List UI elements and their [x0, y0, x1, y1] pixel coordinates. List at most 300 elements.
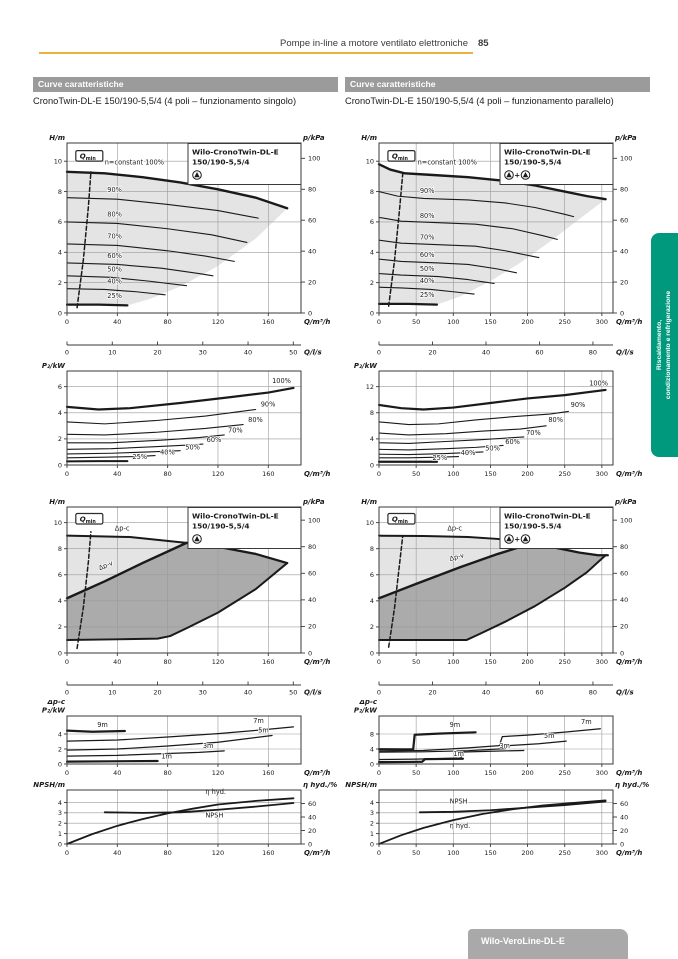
- svg-text:0: 0: [620, 309, 625, 318]
- series-label: 40%: [419, 276, 435, 285]
- svg-text:120: 120: [211, 318, 225, 326]
- svg-text:160: 160: [262, 769, 275, 777]
- svg-text:0: 0: [57, 461, 62, 470]
- chart-parallel-dpc-power: [345, 700, 657, 785]
- svg-text:20: 20: [620, 278, 629, 287]
- series-label: 60%: [419, 251, 435, 260]
- series-label: 60%: [107, 252, 122, 261]
- series-label: 70%: [419, 233, 435, 242]
- svg-text:100: 100: [620, 154, 633, 163]
- secondary-axis: [377, 342, 634, 357]
- series-label: η hyd.: [205, 788, 227, 797]
- series: [67, 377, 293, 462]
- single-hq-svg: [33, 133, 345, 357]
- svg-text:40: 40: [113, 769, 122, 777]
- svg-text:6: 6: [57, 218, 62, 227]
- series-label: 70%: [107, 232, 122, 241]
- svg-text:NPSH/m: NPSH/m: [345, 782, 377, 789]
- svg-text:0: 0: [57, 760, 62, 769]
- secondary-axis: [65, 342, 322, 357]
- page-header-title: Pompe in-line a motore ventilato elettroniche: [280, 38, 468, 49]
- series-label: 70%: [526, 428, 541, 437]
- series-9m: [67, 731, 125, 732]
- svg-text:8: 8: [57, 545, 62, 554]
- svg-text:2: 2: [57, 435, 62, 444]
- series-label: 100%: [589, 379, 609, 388]
- svg-text:60: 60: [620, 216, 629, 225]
- svg-text:0: 0: [369, 840, 374, 849]
- svg-text:200: 200: [521, 318, 534, 326]
- series-label: 25%: [432, 453, 448, 462]
- series-label: 1m: [453, 750, 464, 759]
- svg-text:2: 2: [369, 623, 374, 632]
- series-label: η hyd.: [449, 821, 471, 830]
- svg-text:P₂/kW: P₂/kW: [353, 706, 377, 715]
- svg-text:0: 0: [64, 658, 70, 666]
- chart-single-dpc-power: [33, 700, 345, 785]
- svg-text:0: 0: [369, 461, 374, 470]
- svg-text:100: 100: [308, 516, 321, 525]
- svg-text:50: 50: [412, 849, 421, 857]
- single-dpc-svg: [33, 700, 345, 780]
- svg-text:0: 0: [376, 658, 382, 666]
- axes: [354, 700, 643, 777]
- svg-text:0: 0: [376, 348, 382, 357]
- svg-text:20: 20: [153, 688, 162, 697]
- svg-text:η hyd./%: η hyd./%: [615, 782, 650, 789]
- series-60%: [67, 443, 203, 452]
- series-label: 25%: [132, 453, 148, 462]
- svg-text:8: 8: [369, 409, 374, 418]
- single-field-svg: [33, 497, 345, 697]
- svg-text:60: 60: [620, 799, 629, 808]
- series-label: 90%: [570, 400, 586, 409]
- series-label: 80%: [548, 415, 564, 424]
- svg-text:Q/l/s: Q/l/s: [304, 348, 322, 357]
- pump-infobox: [188, 508, 301, 549]
- series-label: 50%: [419, 264, 435, 273]
- svg-text:0: 0: [64, 470, 70, 478]
- svg-text:Q/m³/h: Q/m³/h: [304, 849, 331, 857]
- svg-text:4: 4: [57, 798, 62, 807]
- svg-text:50: 50: [289, 688, 298, 697]
- svg-text:0: 0: [369, 649, 374, 658]
- svg-text:Wilo-CronoTwin-DL-E: Wilo-CronoTwin-DL-E: [192, 147, 279, 157]
- svg-text:120: 120: [211, 769, 225, 777]
- chart-parallel-power: [345, 361, 657, 486]
- svg-text:0: 0: [620, 840, 625, 849]
- svg-text:80: 80: [588, 688, 598, 697]
- svg-text:6: 6: [57, 571, 62, 580]
- series-label: 100%: [272, 376, 291, 385]
- series-label: 9m: [449, 720, 461, 729]
- plot-border: [67, 790, 301, 844]
- svg-text:10: 10: [365, 157, 374, 166]
- series-label: NPSH: [449, 797, 468, 806]
- series-label: 80%: [248, 415, 263, 424]
- svg-text:Wilo-CronoTwin-DL-E: Wilo-CronoTwin-DL-E: [192, 511, 279, 521]
- svg-text:100: 100: [447, 658, 460, 666]
- svg-text:80: 80: [163, 658, 172, 666]
- svg-text:8: 8: [369, 730, 374, 739]
- series-label: Δp-v: [448, 551, 466, 564]
- svg-text:100: 100: [447, 849, 460, 857]
- svg-text:40: 40: [308, 813, 317, 822]
- svg-text:50: 50: [412, 470, 421, 478]
- secondary-axis: [65, 682, 322, 697]
- svg-text:40: 40: [113, 318, 122, 326]
- svg-text:Qmin: Qmin: [391, 515, 408, 525]
- svg-text:Q/l/s: Q/l/s: [616, 348, 634, 357]
- svg-text:150/190-5,5/4: 150/190-5,5/4: [504, 157, 562, 167]
- gridlines: [67, 790, 301, 844]
- svg-text:150: 150: [484, 318, 497, 326]
- svg-text:250: 250: [558, 470, 571, 478]
- pump-infobox: [500, 508, 613, 549]
- series-label: 40%: [160, 448, 175, 457]
- section-bar-left: Curve caratteristiche: [33, 77, 338, 92]
- series-label: Δp-c: [114, 524, 130, 533]
- svg-text:0: 0: [376, 688, 382, 697]
- svg-text:60: 60: [308, 216, 317, 225]
- svg-text:0: 0: [369, 760, 374, 769]
- svg-text:Q/l/s: Q/l/s: [616, 688, 634, 697]
- svg-text:Q/m³/h: Q/m³/h: [616, 849, 643, 857]
- svg-text:1: 1: [369, 829, 374, 838]
- pump-infobox: [188, 144, 301, 185]
- axes: [33, 782, 337, 857]
- svg-text:0: 0: [64, 688, 70, 697]
- svg-text:60: 60: [308, 569, 317, 578]
- svg-text:50: 50: [412, 318, 421, 326]
- series-70%: [379, 437, 524, 444]
- svg-text:100: 100: [447, 470, 460, 478]
- series-100%: [67, 388, 293, 410]
- svg-text:250: 250: [558, 849, 571, 857]
- svg-text:0: 0: [376, 769, 382, 777]
- svg-text:Wilo-CronoTwin-DL-E: Wilo-CronoTwin-DL-E: [504, 511, 591, 521]
- svg-text:200: 200: [521, 658, 534, 666]
- svg-text:H/m: H/m: [361, 498, 377, 506]
- svg-text:150: 150: [484, 849, 497, 857]
- svg-text:Qmin: Qmin: [79, 152, 96, 162]
- svg-text:6: 6: [369, 571, 374, 580]
- par-field-svg: [345, 497, 657, 697]
- svg-text:6: 6: [369, 218, 374, 227]
- svg-text:4: 4: [369, 597, 374, 606]
- series-25%: [379, 304, 437, 305]
- svg-text:160: 160: [262, 318, 275, 326]
- svg-text:200: 200: [521, 470, 534, 478]
- svg-text:Δp-c: Δp-c: [359, 700, 377, 706]
- svg-text:40: 40: [113, 470, 122, 478]
- svg-text:Q/m³/h: Q/m³/h: [304, 658, 331, 666]
- side-tab-line2: condizionamento e refrigerazione: [664, 290, 672, 400]
- svg-text:20: 20: [308, 278, 317, 287]
- svg-text:300: 300: [595, 849, 609, 857]
- svg-text:P₂/kW: P₂/kW: [41, 362, 65, 370]
- svg-text:2: 2: [369, 819, 374, 828]
- series-label: 5m: [543, 731, 555, 740]
- series-label: 3m: [499, 741, 510, 750]
- series-5m: [67, 736, 272, 751]
- svg-text:40: 40: [620, 813, 629, 822]
- series-label: 7m: [581, 717, 592, 726]
- page-number: 85: [478, 38, 489, 49]
- svg-text:0: 0: [308, 309, 313, 318]
- gridlines: [379, 790, 613, 844]
- qmin-marker: [76, 151, 103, 162]
- par-dpc-svg: [345, 700, 657, 780]
- series-label: 25%: [107, 291, 122, 300]
- series: [379, 798, 606, 845]
- svg-text:0: 0: [376, 849, 382, 857]
- svg-text:80: 80: [308, 185, 317, 194]
- svg-text:Q/m³/h: Q/m³/h: [616, 470, 643, 478]
- svg-text:20: 20: [153, 348, 162, 357]
- svg-text:20: 20: [308, 622, 317, 631]
- series-label: n=constant 100%: [104, 158, 165, 167]
- svg-text:20: 20: [308, 826, 317, 835]
- par-hq-svg: [345, 133, 657, 357]
- svg-text:Q/m³/h: Q/m³/h: [616, 318, 643, 326]
- svg-text:200: 200: [521, 769, 534, 777]
- series-label: 25%: [419, 291, 435, 300]
- svg-text:0: 0: [57, 840, 62, 849]
- svg-text:Q/m³/h: Q/m³/h: [304, 769, 331, 777]
- footer-product-tab: Wilo-VeroLine-DL-E: [468, 929, 628, 959]
- svg-text:160: 160: [262, 470, 275, 478]
- series-label: 40%: [460, 449, 476, 458]
- svg-text:8: 8: [369, 545, 374, 554]
- series-90%: [379, 411, 568, 424]
- chart-single-hq-curve: [33, 133, 345, 362]
- svg-text:120: 120: [211, 849, 225, 857]
- svg-text:80: 80: [163, 318, 172, 326]
- single-p2-svg: [33, 361, 345, 481]
- svg-text:Q/m³/h: Q/m³/h: [616, 769, 643, 777]
- svg-text:100: 100: [447, 318, 460, 326]
- series-1m: [67, 761, 158, 762]
- svg-text:60: 60: [535, 688, 544, 697]
- series-9m: [379, 732, 476, 749]
- series-label: NPSH: [205, 811, 224, 820]
- axes: [42, 700, 331, 777]
- svg-text:NPSH/m: NPSH/m: [33, 782, 65, 789]
- svg-text:0: 0: [64, 348, 70, 357]
- svg-text:8: 8: [57, 187, 62, 196]
- series-90%: [67, 410, 256, 424]
- svg-text:0: 0: [64, 769, 70, 777]
- series-label: 70%: [228, 426, 243, 435]
- svg-text:50: 50: [412, 658, 421, 666]
- side-section-tab: [651, 233, 678, 457]
- chart-single-power: [33, 361, 345, 486]
- svg-text:40: 40: [308, 596, 317, 605]
- series-label: 5m: [258, 726, 269, 735]
- svg-text:80: 80: [163, 470, 172, 478]
- svg-text:20: 20: [428, 348, 437, 357]
- series-label: 1m: [161, 752, 172, 761]
- pump-infobox: [500, 144, 613, 185]
- qmin-marker: [388, 151, 415, 162]
- svg-text:4: 4: [57, 409, 62, 418]
- svg-text:p/kPa: p/kPa: [615, 134, 637, 142]
- svg-text:250: 250: [558, 318, 571, 326]
- svg-text:40: 40: [113, 849, 122, 857]
- svg-text:Q/m³/h: Q/m³/h: [616, 658, 643, 666]
- svg-text:4: 4: [369, 798, 374, 807]
- svg-text:4: 4: [57, 597, 62, 606]
- svg-text:50: 50: [289, 348, 298, 357]
- svg-text:p/kPa: p/kPa: [303, 134, 325, 142]
- side-tab-line1: Riscaldamento,: [655, 319, 663, 371]
- plot-border: [379, 790, 613, 844]
- svg-text:150: 150: [484, 769, 497, 777]
- svg-text:40: 40: [308, 247, 317, 256]
- svg-text:Wilo-CronoTwin-DL-E: Wilo-CronoTwin-DL-E: [504, 147, 591, 157]
- svg-text:Qmin: Qmin: [391, 152, 408, 162]
- series-3m: [67, 751, 224, 756]
- svg-text:40: 40: [481, 688, 491, 697]
- svg-text:300: 300: [595, 658, 609, 666]
- series-label: 9m: [97, 720, 108, 729]
- svg-text:0: 0: [308, 649, 313, 658]
- series-label: Δp-c: [447, 524, 463, 533]
- svg-text:60: 60: [308, 799, 317, 808]
- svg-text:p/kPa: p/kPa: [303, 498, 325, 506]
- svg-text:0: 0: [620, 649, 625, 658]
- svg-text:2: 2: [57, 278, 62, 287]
- svg-text:150/190-5.5/4: 150/190-5.5/4: [504, 521, 562, 531]
- series-label: 50%: [107, 265, 122, 274]
- series-label: 50%: [185, 443, 200, 452]
- svg-text:40: 40: [620, 596, 629, 605]
- svg-text:3: 3: [369, 809, 374, 818]
- svg-text:300: 300: [595, 318, 609, 326]
- series-label: 50%: [485, 444, 500, 453]
- svg-text:0: 0: [57, 649, 62, 658]
- svg-text:40: 40: [243, 348, 253, 357]
- svg-text:40: 40: [113, 658, 122, 666]
- svg-text:150: 150: [484, 658, 497, 666]
- section-subtitle-right: CronoTwin-DL-E 150/190-5,5/4 (4 poli – funzionamento parallelo): [345, 96, 614, 106]
- svg-text:80: 80: [588, 348, 598, 357]
- qmin-marker: [76, 514, 103, 525]
- svg-text:300: 300: [595, 470, 609, 478]
- svg-text:150/190-5,5/4: 150/190-5,5/4: [192, 521, 250, 531]
- svg-text:100: 100: [447, 769, 460, 777]
- svg-text:10: 10: [53, 157, 62, 166]
- series-label: n=constant 100%: [417, 158, 477, 167]
- svg-text:10: 10: [365, 518, 374, 527]
- chart-single-npsh: [33, 782, 345, 865]
- svg-text:100: 100: [308, 154, 321, 163]
- svg-text:20: 20: [428, 688, 437, 697]
- qmin-marker: [388, 514, 415, 525]
- axes: [345, 782, 649, 857]
- svg-text:60: 60: [620, 569, 629, 578]
- svg-text:H/m: H/m: [49, 498, 65, 506]
- series: [379, 718, 600, 762]
- chart-single-field: [33, 497, 345, 702]
- svg-text:1: 1: [57, 829, 62, 838]
- svg-text:Δp-c: Δp-c: [47, 700, 65, 706]
- series-7m: [379, 729, 600, 751]
- svg-text:12: 12: [365, 382, 374, 391]
- section-subtitle-left: CronoTwin-DL-E 150/190-5,5/4 (4 poli – funzionamento singolo): [33, 96, 297, 106]
- section-bar-right: Curve caratteristiche: [345, 77, 650, 92]
- svg-text:2: 2: [57, 745, 62, 754]
- side-section-tab-label: [656, 237, 674, 453]
- svg-text:4: 4: [57, 730, 62, 739]
- svg-text:120: 120: [211, 470, 225, 478]
- series-label: Δp-v: [97, 559, 115, 573]
- svg-text:2: 2: [57, 623, 62, 632]
- svg-text:160: 160: [262, 849, 275, 857]
- shaded-regions: [67, 172, 287, 306]
- svg-text:0: 0: [64, 318, 70, 326]
- par-npsh-svg: [345, 782, 657, 860]
- svg-text:300: 300: [595, 769, 609, 777]
- svg-text:80: 80: [620, 185, 629, 194]
- svg-text:40: 40: [243, 688, 253, 697]
- chart-parallel-hq-curve: [345, 133, 657, 362]
- svg-text:10: 10: [108, 688, 117, 697]
- svg-text:+: +: [514, 535, 521, 544]
- series-label: 90%: [419, 187, 435, 196]
- chart-parallel-field: [345, 497, 657, 702]
- svg-text:0: 0: [308, 840, 313, 849]
- svg-text:80: 80: [308, 543, 317, 552]
- header-underline: [39, 52, 473, 54]
- svg-text:6: 6: [57, 382, 62, 391]
- series-label: 80%: [419, 212, 435, 221]
- svg-text:0: 0: [376, 470, 382, 478]
- series-label: 90%: [260, 400, 276, 409]
- series-label: 60%: [206, 436, 222, 445]
- svg-text:0: 0: [369, 309, 374, 318]
- svg-text:250: 250: [558, 658, 571, 666]
- svg-text:η hyd./%: η hyd./%: [303, 782, 338, 789]
- svg-text:40: 40: [620, 247, 629, 256]
- svg-text:0: 0: [376, 318, 382, 326]
- svg-text:0: 0: [57, 309, 62, 318]
- svg-text:+: +: [514, 171, 521, 180]
- svg-text:8: 8: [369, 187, 374, 196]
- svg-text:80: 80: [620, 543, 629, 552]
- svg-text:10: 10: [53, 518, 62, 527]
- series-label: 90%: [107, 185, 122, 194]
- svg-text:30: 30: [198, 348, 207, 357]
- chart-parallel-npsh: [345, 782, 657, 865]
- svg-text:10: 10: [108, 348, 117, 357]
- svg-text:40: 40: [481, 348, 491, 357]
- svg-text:80: 80: [163, 849, 172, 857]
- series-25%: [67, 305, 127, 306]
- svg-text:200: 200: [521, 849, 534, 857]
- svg-text:100: 100: [620, 516, 633, 525]
- svg-text:3: 3: [57, 809, 62, 818]
- svg-text:20: 20: [620, 826, 629, 835]
- svg-text:4: 4: [57, 248, 62, 257]
- svg-text:Q/m³/h: Q/m³/h: [304, 470, 331, 478]
- svg-text:4: 4: [369, 745, 374, 754]
- svg-text:160: 160: [262, 658, 275, 666]
- series-label: 3m: [202, 741, 214, 750]
- svg-text:Qmin: Qmin: [79, 515, 96, 525]
- svg-text:H/m: H/m: [361, 134, 377, 142]
